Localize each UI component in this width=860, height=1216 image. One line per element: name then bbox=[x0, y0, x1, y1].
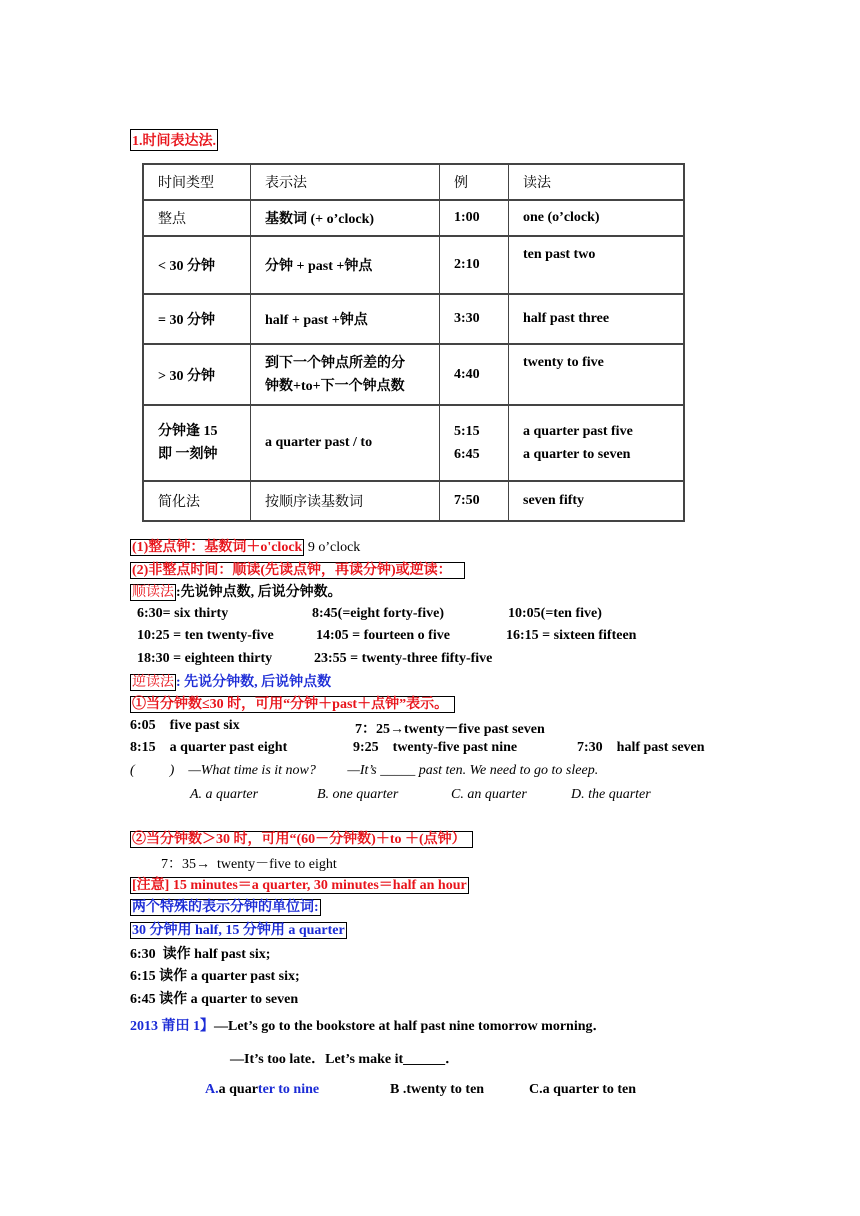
answer-option: D. the quarter bbox=[571, 787, 651, 802]
reading-cell: ten past two bbox=[509, 236, 685, 294]
rule-one-example: 8:15 a quarter past eight bbox=[130, 740, 288, 755]
method-line: 钟数+to+下一个钟点数 bbox=[265, 378, 405, 394]
ni-text: : 先说分钟数, 后说钟点数 bbox=[176, 675, 332, 690]
example-item: 10:05(=ten five) bbox=[508, 606, 602, 621]
rule-one-example: 9:25 twenty-five past nine bbox=[353, 740, 518, 755]
reading-cell: half past three bbox=[509, 294, 685, 344]
rule-two-text: ②当分钟数＞30 时，可用“(60－分钟数)＋to ＋(点钟） bbox=[130, 831, 473, 848]
method-line: 到下一个钟点所差的分 bbox=[265, 355, 405, 371]
special-title-text: 两个特殊的表示分钟的单位词: bbox=[132, 900, 319, 915]
exam-response: —It’s too late．Let’s make it______． bbox=[230, 1052, 460, 1067]
practice-question: ( ) —What time is it now? —It’s _____ past ten. We need to go to sleep. bbox=[130, 763, 599, 778]
example-item: 14:05 = fourteen o five bbox=[316, 628, 450, 643]
example-cell: 1:00 bbox=[440, 200, 509, 236]
special-units-title bbox=[130, 896, 321, 916]
type-cell: 整点 bbox=[143, 200, 251, 236]
rule-one-example: 7:30 half past seven bbox=[577, 740, 705, 755]
method-cell: a quarter past / to bbox=[251, 405, 440, 481]
answer-option: B. one quarter bbox=[317, 787, 399, 802]
rule-two-example: 7：35→ twenty－five to eight bbox=[161, 857, 337, 872]
exam-option-b: B .twenty to ten bbox=[390, 1082, 485, 1097]
method-cell: 分钟 + past +钟点 bbox=[251, 236, 440, 294]
example-cell: 4:40 bbox=[440, 344, 509, 405]
rule-one bbox=[130, 693, 455, 713]
type-cell: > 30 分钟 bbox=[143, 344, 251, 405]
rule-one-example: 6:05 five past six bbox=[130, 718, 240, 733]
example-item: 23:55 = twenty-three fifty-five bbox=[314, 651, 493, 666]
note-non-whole-hour bbox=[130, 559, 465, 579]
type-line: 即 一刻钟 bbox=[158, 447, 218, 462]
method-cell: half + past +钟点 bbox=[251, 294, 440, 344]
type-cell: < 30 分钟 bbox=[143, 236, 251, 294]
reading-line: a quarter to seven bbox=[523, 447, 631, 462]
example-cell: 2:10 bbox=[440, 236, 509, 294]
reading-cell: twenty to five bbox=[509, 344, 685, 405]
header-cell: 例 bbox=[440, 164, 509, 200]
shun-reading-line bbox=[130, 581, 342, 601]
type-line: 分钟逢 15 bbox=[158, 424, 218, 439]
read-example: 6:15 读作 a quarter past six; bbox=[130, 969, 300, 984]
table-header-row bbox=[143, 164, 684, 200]
rule-one-text: ①当分钟数≤30 时，可用“分钟＋past＋点钟”表示。 bbox=[130, 696, 455, 713]
option-a-text: a quar bbox=[218, 1082, 258, 1097]
reading-cell bbox=[509, 405, 685, 481]
example-item: 8:45(=eight forty-five) bbox=[312, 606, 444, 621]
answer-option: C. an quarter bbox=[451, 787, 527, 802]
example-line: 6:45 bbox=[454, 447, 480, 462]
example-cell: 7:50 bbox=[440, 481, 509, 521]
method-cell: 按顺序读基数词 bbox=[251, 481, 440, 521]
type-cell: = 30 分钟 bbox=[143, 294, 251, 344]
note-label: (2)非整点时间：顺读(先读点钟，再读分钟)或逆读： bbox=[130, 562, 465, 579]
exam-question-text: —Let’s go to the bookstore at half past nine tomorrow morning． bbox=[214, 1019, 607, 1034]
time-expression-table bbox=[142, 163, 685, 522]
exam-option-c: C.a quarter to ten bbox=[529, 1082, 637, 1097]
table-row bbox=[143, 236, 684, 294]
table-row bbox=[143, 200, 684, 236]
example-cell: 3:30 bbox=[440, 294, 509, 344]
read-example: 6:30 读作 half past six; bbox=[130, 947, 271, 962]
example-cell bbox=[440, 405, 509, 481]
example-item: 6:30= six thirty bbox=[137, 606, 229, 621]
header-cell: 时间类型 bbox=[143, 164, 251, 200]
note-whole-hour bbox=[130, 536, 360, 556]
table-row bbox=[143, 344, 684, 405]
attention-text: [注意] 15 minutes＝a quarter, 30 minutes＝half an hour bbox=[132, 878, 467, 893]
header-cell: 读法 bbox=[509, 164, 685, 200]
note-example: 9 o’clock bbox=[304, 540, 361, 555]
exam-question bbox=[130, 1015, 607, 1035]
reading-cell: one (o’clock) bbox=[509, 200, 685, 236]
option-a-letter: A. bbox=[205, 1082, 219, 1097]
answer-option: A. a quarter bbox=[190, 787, 259, 802]
reading-line: a quarter past five bbox=[523, 424, 633, 439]
example-line: 5:15 bbox=[454, 424, 480, 439]
example-item: 18:30 = eighteen thirty bbox=[137, 651, 273, 666]
type-cell: 简化法 bbox=[143, 481, 251, 521]
ni-label: 逆读法 bbox=[132, 675, 174, 690]
rule-two bbox=[130, 828, 473, 848]
method-cell bbox=[251, 344, 440, 405]
reading-cell: seven fifty bbox=[509, 481, 685, 521]
special-rule-text: 30 分钟用 half, 15 分钟用 a quarter bbox=[132, 923, 345, 938]
exam-tag: 2013 莆田 1】 bbox=[130, 1019, 214, 1034]
special-units-rule bbox=[130, 919, 347, 939]
option-a-text: ter to nine bbox=[257, 1082, 320, 1097]
table-row bbox=[143, 405, 684, 481]
shun-text: :先说钟点数, 后说分钟数。 bbox=[176, 585, 342, 600]
table-row bbox=[143, 481, 684, 521]
example-item: 16:15 = sixteen fifteen bbox=[506, 628, 637, 643]
rule-one-example: 7：25→twenty－five past seven bbox=[355, 722, 545, 737]
ni-reading-line bbox=[130, 671, 331, 691]
method-cell: 基数词 (+ o’clock) bbox=[251, 200, 440, 236]
note-label: (1)整点钟：基数词＋o'clock bbox=[132, 540, 303, 555]
shun-label: 顺读法 bbox=[132, 585, 174, 600]
section-heading: 1.时间表达法. bbox=[130, 129, 218, 151]
type-cell bbox=[143, 405, 251, 481]
attention-note bbox=[130, 874, 469, 894]
header-cell: 表示法 bbox=[251, 164, 440, 200]
read-example: 6:45 读作 a quarter to seven bbox=[130, 992, 299, 1007]
example-item: 10:25 = ten twenty-five bbox=[137, 628, 274, 643]
table-row bbox=[143, 294, 684, 344]
exam-option-a bbox=[205, 1082, 319, 1098]
